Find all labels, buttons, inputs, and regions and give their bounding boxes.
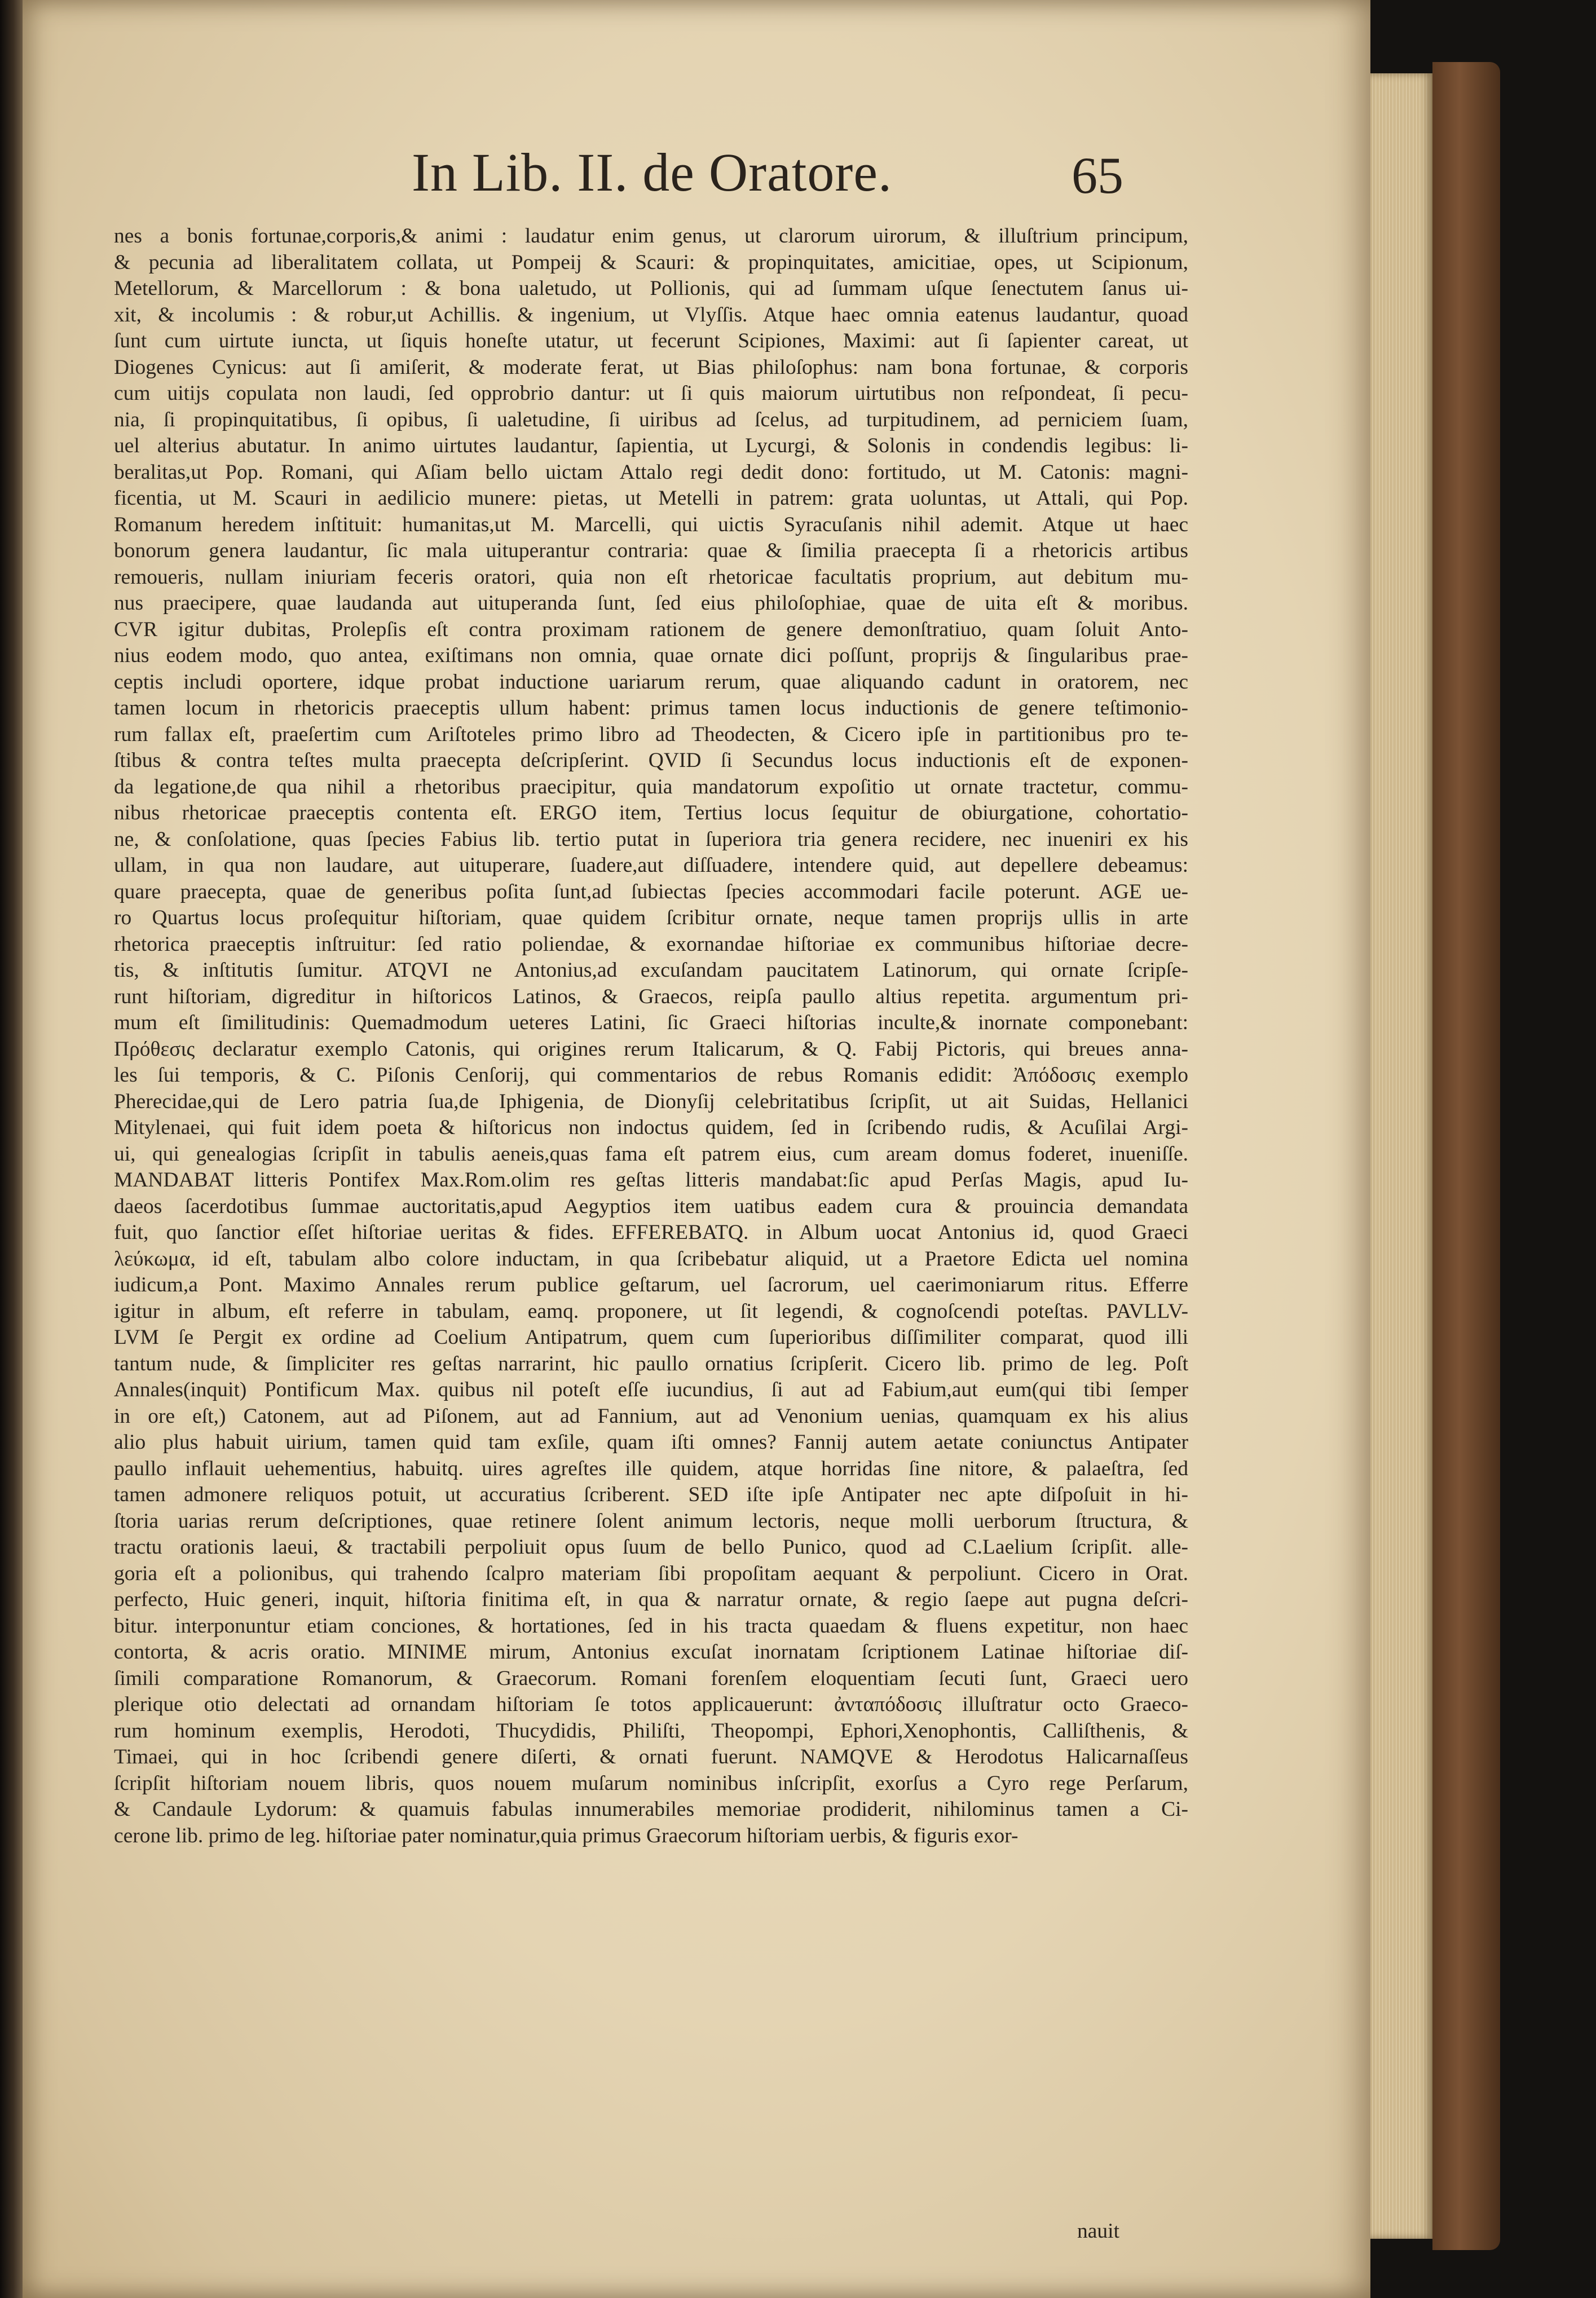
- text-line: da legatione,de qua nihil a rhetoribus praecipitur, quia mandatorum expoſitio ut ornate tractetur, commu-: [114, 775, 1188, 799]
- text-line: daeos ſacerdotibus ſummae auctoritatis,apud Aegyptios item uatibus eadem cura & prouincia demandata: [114, 1194, 1188, 1218]
- text-line: LVM ſe Pergit ex ordine ad Coelium Antipatrum, quem cum ſuperioribus diſſimiliter comparat, quod illi: [114, 1326, 1188, 1349]
- text-line: nibus rhetoricae praeceptis contenta eſt. ERGO item, Tertius locus ſequitur de obiurgatione, cohortatio-: [114, 801, 1188, 824]
- text-line: iudicum,a Pont. Maximo Annales rerum publice geſtarum, uel ſacrorum, uel caerimoniarum ritus. Efferre: [114, 1273, 1188, 1296]
- facing-page-edge: [0, 0, 23, 2298]
- text-line: xit, & incolumis : & robur,ut Achillis. & ingenium, ut Vlyſſis. Atque haec omnia eatenus laudantur, quoad: [114, 303, 1188, 327]
- book-page: [23, 0, 1370, 2298]
- text-line: Metellorum, & Marcellorum : & bona ualetudo, ut Pollionis, qui ad ſummam uſque ſenectutem ſanus ui-: [114, 277, 1188, 300]
- text-line: & pecunia ad liberalitatem collata, ut Pompeij & Scauri: & propinquitates, amicitiae, opes, ut Scipionum,: [114, 250, 1188, 274]
- text-line: alio plus habuit uirium, tamen quid tam exſile, quam iſti omnes? Fannij autem aetate coniunctus Antipater: [114, 1431, 1188, 1454]
- text-line: ui, qui genealogias ſcripſit in tabulis aeneis,quas fama eſt patrem eius, cum aream domus foderet, inueniſſe.: [114, 1142, 1188, 1166]
- text-line: uel alterius abutatur. In animo uirtutes laudantur, ſapientia, ut Lycurgi, & Solonis in condendis legibus: li-: [114, 434, 1188, 457]
- text-line: ro Quartus locus proſequitur hiſtoriam, quae quidem ſcribitur ornate, neque tamen proprijs ullis in arte: [114, 906, 1188, 929]
- text-line: nia, ſi propinquitatibus, ſi opibus, ſi ualetudine, ſi uiribus ad ſcelus, ad turpitudinem, ad perniciem ſuam,: [114, 408, 1188, 431]
- text-line: ullam, in qua non laudare, aut uituperare, ſuadere,aut diſſuadere, intendere quid, aut depellere debeamus:: [114, 854, 1188, 877]
- text-line: mum eſt ſimilitudinis: Quemadmodum ueteres Latini, ſic Graeci hiſtorias inculte,& inornate componebant:: [114, 1011, 1188, 1034]
- text-line: tis, & inſtitutis ſumitur. ATQVI ne Antonius,ad excuſandam paucitatem Latinorum, qui ornate ſcripſe-: [114, 959, 1188, 982]
- text-line: ſunt cum uirtute iuncta, ut ſiquis honeſte utatur, ut fecerunt Scipiones, Maximi: aut ſi ſapienter careat, ut: [114, 329, 1188, 352]
- page-block-edge: [1370, 73, 1432, 2239]
- text-line: perfecto, Huic generi, inquit, hiſtoria finitima eſt, in qua & narratur ornate, & regio ſaepe aut pugna deſcri-: [114, 1588, 1188, 1611]
- text-line: remoueris, nullam iniuriam feceris oratori, quia non eſt rhetoricae facultatis proprium, aut debitum mu-: [114, 565, 1188, 589]
- catchword: nauit: [1077, 2220, 1119, 2243]
- text-line: goria eſt a polionibus, qui trahendo ſcalpro materiam ſibi propoſitam aequant & perpoliunt. Cicero in Orat.: [114, 1562, 1188, 1585]
- text-line: Annales(inquit) Pontificum Max. quibus nil poteſt eſſe iucundius, ſi aut ad Fabium,aut eum(qui tibi ſemper: [114, 1378, 1188, 1401]
- text-line: les ſui temporis, & C. Piſonis Cenſorij, qui commentarios de rebus Romanis edidit: Ἀπόδοσις exemplo: [114, 1064, 1188, 1087]
- text-line: ſimili comparatione Romanorum, & Graecorum. Romani forenſem eloquentiam ſecuti ſunt, Graeci uero: [114, 1666, 1188, 1690]
- text-line: bonorum genera laudantur, ſic mala uituperantur contraria: quae & ſimilia praecepta ſi a rhetoricis artibus: [114, 539, 1188, 562]
- running-title: In Lib. II. de Oratore.: [412, 142, 892, 202]
- text-line: runt hiſtoriam, digreditur in hiſtoricos Latinos, & Graecos, reipſa paullo altius repetita. argumentum pri-: [114, 985, 1188, 1008]
- text-line: Romanum heredem inſtituit: humanitas,ut M. Marcelli, qui uictis Syracuſanis nihil ademit. Atque ut haec: [114, 513, 1188, 536]
- text-line: nus praecipere, quae laudanda aut uituperanda ſunt, ſed eius philoſophiae, quae de uita eſt & moribus.: [114, 592, 1188, 615]
- text-line: cum uitijs copulata non laudi, ſed opprobrio dantur: ut ſi quis maiorum uirtutibus non reſpondeat, ſi pecu-: [114, 382, 1188, 405]
- text-line: ceptis includi oportere, idque probat inductione uariarum rerum, quae aliquando cadunt in oratorem, nec: [114, 670, 1188, 694]
- text-line: Timaei, qui in hoc ſcribendi genere diſerti, & ornati fuerunt. NAMQVE & Herodotus Halicarnaſſeus: [114, 1745, 1188, 1768]
- text-line: ne, & conſolatione, quas ſpecies Fabius lib. tertio putat in ſuperiora tria genera recidere, nec inueniri ex his: [114, 827, 1188, 851]
- text-line: igitur in album, eſt referre in tabulam, eamq. proponere, ut ſit legendi, & cognoſcendi poteſtas. PAVLLV-: [114, 1299, 1188, 1323]
- text-line: tamen locum in rhetoricis praeceptis ullum habent: primus tamen locus inductionis de genere teſtimonio-: [114, 696, 1188, 720]
- commentary-text: [114, 223, 1188, 1849]
- folio-number: 65: [1072, 147, 1123, 204]
- text-line: tractu orationis laeui, & tractabili perpoliuit opus ſuum de bello Punico, quod ad C.Laelium ſcripſit. alle-: [114, 1536, 1188, 1559]
- text-line: in ore eſt,) Catonem, aut ad Piſonem, aut ad Fannium, aut ad Venonium uenias, quamquam ex his alius: [114, 1404, 1188, 1428]
- text-line: nes a bonis fortunae,corporis,& animi : laudatur enim genus, ut clarorum uirorum, & illuſtrium principum,: [114, 224, 1188, 248]
- text-line: Diogenes Cynicus: aut ſi amiſerit, & moderate ferat, ut Bias philoſophus: nam bona fortunae, & corporis: [114, 355, 1188, 379]
- text-line: Πρόθεσις declaratur exemplo Catonis, qui origines rerum Italicarum, & Q. Fabij Pictoris, qui breues anna-: [114, 1037, 1188, 1061]
- text-line: quare praecepta, quae de generibus poſita ſunt,ad ſubiectas ſpecies accommodari facile poterunt. AGE ue-: [114, 880, 1188, 903]
- text-line: rum hominum exemplis, Herodoti, Thucydidis, Philiſti, Theopompi, Ephori,Xenophontis, Calliſthenis, &: [114, 1719, 1188, 1743]
- text-line: paullo inflauit uehementius, habuitq. uires agreſtes ille quidem, atque horridas ſine nitore, & palaeſtra, ſed: [114, 1457, 1188, 1480]
- leather-binding: [1432, 62, 1500, 2250]
- text-line: & Candaule Lydorum: & quamuis fabulas innumerabiles memoriae prodiderit, nihilominus tamen a Ci-: [114, 1798, 1188, 1821]
- text-line: rhetorica praeceptis inſtruitur: ſed ratio poliendae, & exornandae hiſtoriae ex communibus hiſtoriae decre-: [114, 932, 1188, 956]
- text-line: ſtoria uarias rerum deſcriptiones, quae retinere ſolent animum lectoris, neque molli uerborum ſtructura, &: [114, 1509, 1188, 1533]
- text-line: tantum nude, & ſimpliciter res geſtas narrarint, hic paullo ornatius ſcripſerit. Cicero lib. primo de leg. Poſt: [114, 1352, 1188, 1375]
- text-line: Mitylenaei, qui fuit idem poeta & hiſtoricus non indoctus quidem, ſed in ſcribendo rudis, & Acuſilai Argi-: [114, 1116, 1188, 1139]
- text-line: contorta, & acris oratio. MINIME mirum, Antonius excuſat inornatam ſcriptionem Latinae hiſtoriae diſ-: [114, 1640, 1188, 1664]
- text-line: tamen admonere reliquos potuit, ut accuratius ſcriberent. SED iſte ipſe Antipater nec apte diſpoſuit in hi-: [114, 1483, 1188, 1506]
- text-line: bitur. interponuntur etiam conciones, & hortationes, ſed in his tracta quaedam & fluens expetitur, non haec: [114, 1614, 1188, 1638]
- text-line: ficentia, ut M. Scauri in aedilicio munere: pietas, ut Metelli in patrem: grata uoluntas, ut Attali, qui Pop.: [114, 487, 1188, 510]
- text-line: CVR igitur dubitas, Prolepſis eſt contra proximam rationem de genere demonſtratiuo, quam ſoluit Anto-: [114, 617, 1188, 641]
- text-line: rum fallax eſt, praeſertim cum Ariſtoteles primo libro ad Theodecten, & Cicero ipſe in partitionibus pro te-: [114, 722, 1188, 746]
- text-line: ſcripſit hiſtoriam nouem libris, quos nouem muſarum nominibus inſcripſit, exorſus a Cyro rege Perſarum,: [114, 1771, 1188, 1795]
- text-line: λεύκωμα, id eſt, tabulam albo colore inductam, in qua ſcribebatur aliquid, ut a Praetore Edicta uel nomina: [114, 1247, 1188, 1271]
- page-header: [23, 140, 1393, 224]
- text-line: beralitas,ut Pop. Romani, qui Aſiam bello uictam Attalo regi dedit dono: fortitudo, ut M. Catonis: magni-: [114, 460, 1188, 484]
- text-line: ſtibus & contra teſtes multa praecepta deſcripſerint. QVID ſi Secundus locus inductionis eſt de exponen-: [114, 749, 1188, 772]
- text-line: cerone lib. primo de leg. hiſtoriae pater nominatur,quia primus Graecorum hiſtoriam uerbis, & figuris exor-: [114, 1824, 1019, 1847]
- text-line: plerique otio delectati ad ornandam hiſtoriam ſe totos applicauerunt: ἀνταπόδοσις illuſtratur octo Graeco-: [114, 1693, 1188, 1716]
- text-line: MANDABAT litteris Pontifex Max.Rom.olim res geſtas litteris mandabat:ſic apud Perſas Magis, apud Iu-: [114, 1168, 1188, 1192]
- text-line: fuit, quo ſanctior eſſet hiſtoriae ueritas & fides. EFFEREBATQ. in Album uocat Antonius id, quod Graeci: [114, 1221, 1188, 1244]
- text-line: Pherecidae,qui de Lero patria ſua,de Iphigenia, de Dionyſij celebritatibus ſcripſit, ut ait Suidas, Hellanici: [114, 1090, 1188, 1113]
- text-line: nius eodem modo, quo antea, exiſtimans non omnia, quae ornate dici poſſunt, proprijs & ſingularibus prae-: [114, 644, 1188, 667]
